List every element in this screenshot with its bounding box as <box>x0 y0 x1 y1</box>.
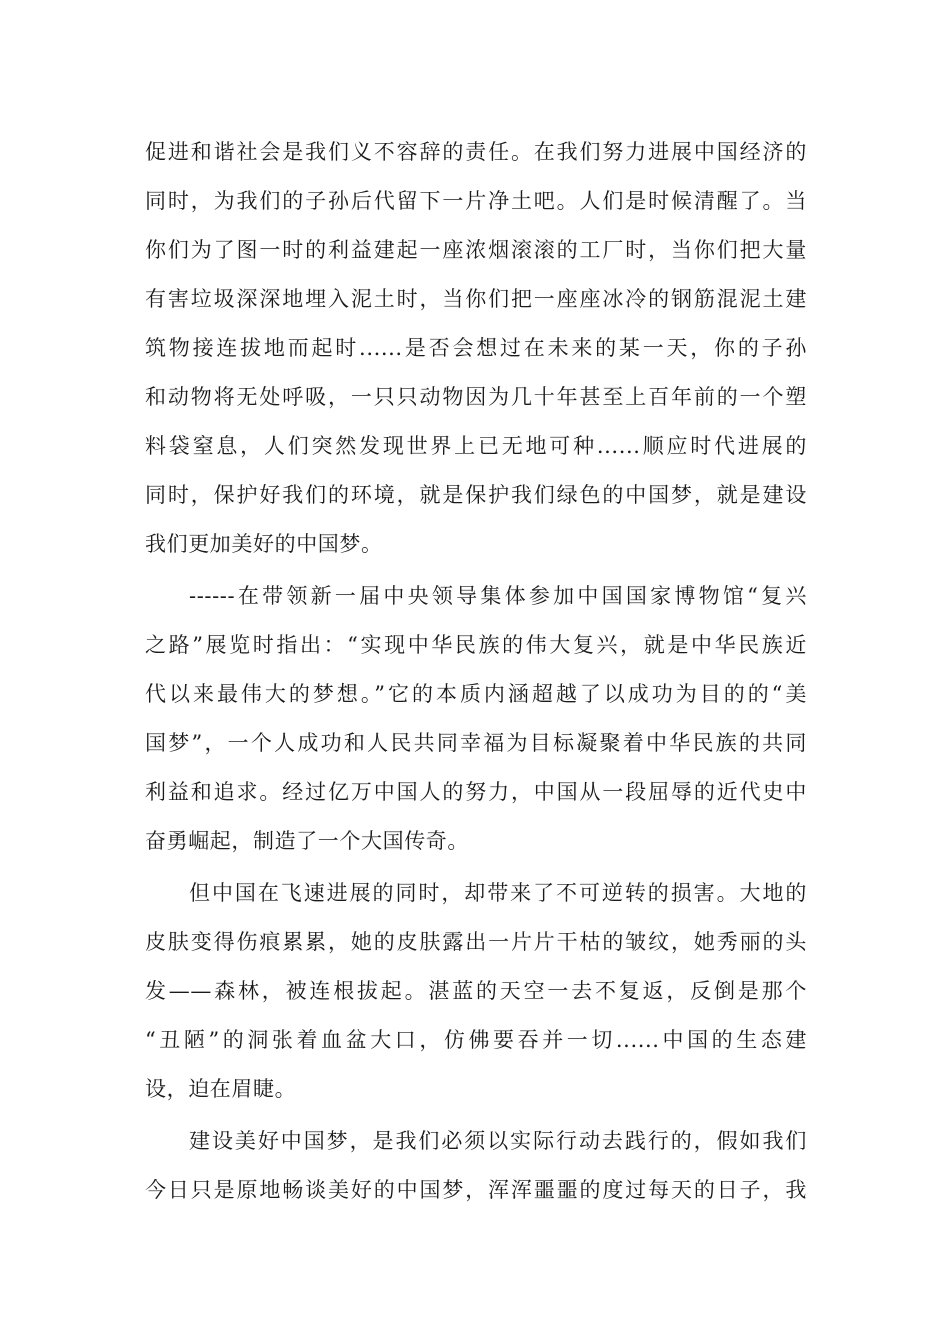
paragraph-2-line-4: 国梦”，一个人成功和人民共同幸福为目标凝聚着中华民族的共同 <box>145 731 807 755</box>
paragraph-1-line-7: 料袋窒息，人们突然发现世界上已无地可种......顺应时代进展的 <box>145 434 807 458</box>
paragraph-4-line-2: 今日只是原地畅谈美好的中国梦，浑浑噩噩的度过每天的日子，我 <box>145 1178 807 1202</box>
paragraph-1-line-2: 同时，为我们的子孙后代留下一片净土吧。人们是时候清醒了。当 <box>145 189 807 213</box>
paragraph-1-line-3: 你们为了图一时的利益建起一座浓烟滚滚的工厂时，当你们把大量 <box>145 238 807 262</box>
paragraph-3-line-5: 设，迫在眉睫。 <box>145 1077 297 1101</box>
paragraph-3-line-1: 但中国在飞速进展的同时，却带来了不可逆转的损害。大地的 <box>189 881 807 905</box>
paragraph-2-line-2: 之路”展览时指出：“实现中华民族的伟大复兴，就是中华民族近 <box>145 633 807 657</box>
paragraph-1-line-8: 同时，保护好我们的环境，就是保护我们绿色的中国梦，就是建设 <box>145 483 807 507</box>
paragraph-2-line-6: 奋勇崛起，制造了一个大国传奇。 <box>145 829 469 853</box>
paragraph-3-line-2: 皮肤变得伤痕累累，她的皮肤露出一片片干枯的皱纹，她秀丽的头 <box>145 930 807 954</box>
paragraph-3-line-3: 发——森林，被连根拔起。湛蓝的天空一去不复返，反倒是那个 <box>145 979 807 1003</box>
paragraph-4-line-1: 建设美好中国梦，是我们必须以实际行动去践行的，假如我们 <box>189 1129 807 1153</box>
paragraph-1-line-5: 筑物接连拔地而起时......是否会想过在未来的某一天，你的子孙 <box>145 336 807 360</box>
paragraph-2-line-5: 利益和追求。经过亿万中国人的努力，中国从一段屈辱的近代史中 <box>145 780 807 804</box>
paragraph-2-line-3: 代以来最伟大的梦想。”它的本质内涵超越了以成功为目的的“美 <box>145 682 807 706</box>
paragraph-1-line-4: 有害垃圾深深地埋入泥土时，当你们把一座座冰冷的钢筋混泥土建 <box>145 287 807 311</box>
paragraph-3-line-4: “丑陋”的洞张着血盆大口，仿佛要吞并一切......中国的生态建 <box>145 1028 807 1052</box>
paragraph-1-line-9: 我们更加美好的中国梦。 <box>145 532 383 556</box>
document-body <box>145 128 807 1215</box>
paragraph-1-line-6: 和动物将无处呼吸，一只只动物因为几十年甚至上百年前的一个塑 <box>145 385 807 409</box>
paragraph-1-line-1: 促进和谐社会是我们义不容辞的责任。在我们努力进展中国经济的 <box>145 140 807 164</box>
paragraph-2-line-1: ------在带领新一届中央领导集体参加中国国家博物馆“复兴 <box>189 584 807 608</box>
